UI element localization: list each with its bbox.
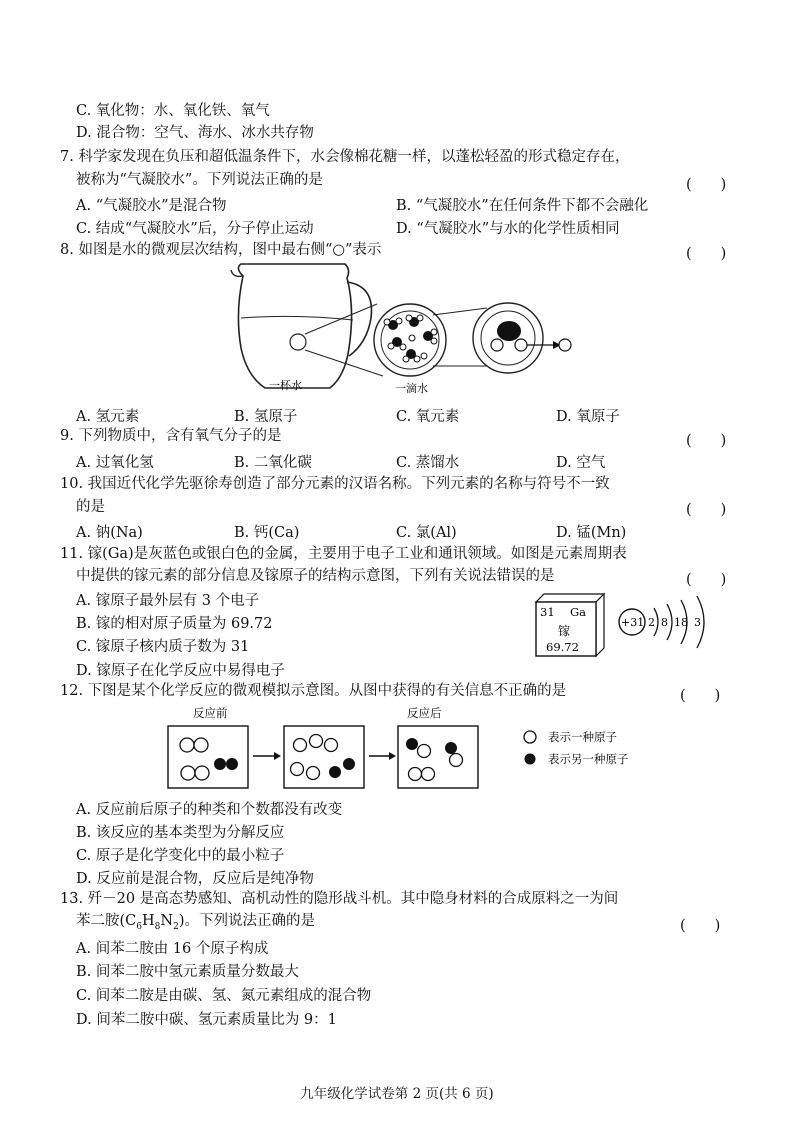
q8-option-d: D. 氧原子 (556, 409, 620, 425)
q7-option-c: C. 结成“气凝胶水”后，分子停止运动 (76, 221, 314, 237)
q13-sub-n: 2 (173, 921, 179, 932)
cell-mass: 69.72 (546, 640, 579, 654)
q8-option-a: A. 氢元素 (76, 409, 140, 425)
zoom-line-2-top (433, 308, 487, 315)
q10-stem-line2: 的是 (76, 499, 105, 515)
reaction-diagram (160, 702, 660, 794)
shell-electrons-4: 3 (694, 616, 701, 629)
pitcher-icon (231, 264, 372, 388)
q10-stem-line1: 10. 我国近代化学先驱徐寿创造了部分元素的汉语名称。下列元素的名称与符号不一致 (60, 476, 610, 492)
legend-white-atom (524, 731, 536, 743)
q13-sub-c: 6 (136, 921, 142, 932)
cell-name: 镓 (558, 624, 571, 638)
q9-option-b: B. 二氧化碳 (234, 455, 312, 471)
q11-option-a: A. 镓原子最外层有 3 个电子 (76, 593, 260, 609)
q9-option-c: C. 蒸馏水 (396, 455, 460, 471)
q12-option-c: C. 原子是化学变化中的最小粒子 (76, 848, 285, 864)
q13-option-b: B. 间苯二胺中氢元素质量分数最大 (76, 964, 299, 980)
drop-spot (290, 334, 306, 350)
q9-stem: 9. 下列物质中，含有氧气分子的是 (60, 428, 282, 444)
q13-answer-paren: ( ) (680, 918, 721, 934)
gallium-info-figure (530, 592, 740, 664)
q9-option-d: D. 空气 (556, 455, 606, 471)
q13-stem-line1: 13. 歼－20 是高态势感知、高机动性的隐形战斗机。其中隐身材料的合成原料之一为间 (60, 891, 619, 907)
q7-option-b: B. “气凝胶水”在任何条件下都不会融化 (396, 198, 649, 214)
page-footer: 九年级化学试卷第 2 页(共 6 页) (300, 1086, 494, 1102)
q10-answer-paren: ( ) (686, 502, 727, 518)
q13-formula-n: N (160, 913, 174, 929)
q13-sub-h: 8 (154, 921, 161, 932)
legend-white-label: 表示一种原子 (548, 730, 617, 744)
q9-answer-paren: ( ) (686, 433, 727, 449)
q7-answer-paren: ( ) (686, 177, 727, 193)
legend-black-atom (525, 754, 536, 765)
q12-option-d: D. 反应前是混合物，反应后是纯净物 (76, 871, 314, 887)
q13-option-c: C. 间苯二胺是由碳、氢、氮元素组成的混合物 (76, 988, 372, 1004)
q12-option-b: B. 该反应的基本类型为分解反应 (76, 825, 285, 841)
periodic-cell (536, 594, 604, 656)
q7-stem-line2: 被称为“气凝胶水”。下列说法正确的是 (76, 172, 323, 188)
water-structure-diagram (225, 258, 585, 398)
q11-option-b: B. 镓的相对原子质量为 69.72 (76, 616, 273, 632)
q7-option-a: A. “气凝胶水”是混合物 (76, 198, 227, 214)
shell-electrons-3: 18 (674, 616, 688, 629)
q11-option-d: D. 镓原子在化学反应中易得电子 (76, 663, 285, 679)
q7-stem-line1: 7. 科学家发现在负压和超低温条件下，水会像棉花糖一样，以蓬松轻盈的形式稳定存在， (60, 149, 630, 165)
q13-formula-pre: 苯二胺(C (76, 913, 137, 929)
legend-black-label: 表示另一种原子 (548, 752, 629, 766)
prev-option-d: D. 混合物：空气、海水、冰水共存物 (76, 125, 314, 141)
label-cup: 一杯水 (269, 379, 302, 392)
q13-formula-h: H (142, 913, 155, 929)
q10-option-a: A. 钠(Na) (76, 525, 143, 541)
q12-option-a: A. 反应前后原子的种类和个数都没有改变 (76, 802, 343, 818)
cell-symbol: Ga (570, 605, 587, 619)
q10-option-d: D. 锰(Mn) (556, 525, 627, 541)
q13-option-a: A. 间苯二胺由 16 个原子构成 (76, 941, 269, 957)
zoom-line-bottom (305, 350, 383, 376)
q8-stem: 8. 如图是水的微观层次结构，图中最右侧“○”表示 (60, 242, 382, 258)
q8-answer-paren: ( ) (686, 246, 727, 262)
oxygen-atom (497, 321, 521, 341)
q11-option-c: C. 镓原子核内质子数为 31 (76, 639, 250, 655)
label-before: 反应前 (193, 706, 228, 720)
nucleus-charge: +31 (621, 616, 645, 629)
q8-option-b: B. 氢原子 (234, 409, 298, 425)
q13-stem-line2 (76, 912, 315, 936)
q13-option-d: D. 间苯二胺中碳、氢元素质量比为 9：1 (76, 1012, 337, 1028)
box-before (168, 726, 248, 788)
q10-option-c: C. 氯(Al) (396, 525, 457, 541)
prev-option-c: C. 氧化物：水、氧化铁、氧气 (76, 103, 270, 119)
q8-option-c: C. 氧元素 (396, 409, 460, 425)
box-middle (284, 726, 364, 788)
label-after: 反应后 (407, 706, 442, 720)
atom-structure (619, 596, 704, 648)
q9-option-a: A. 过氧化氢 (76, 455, 154, 471)
q7-option-d: D. “气凝胶水”与水的化学性质相同 (396, 221, 620, 237)
shell-electrons-1: 2 (648, 616, 655, 629)
hydrogen-atom-left (491, 339, 503, 351)
zoom-line-top (305, 304, 377, 334)
hydrogen-atom-right (515, 339, 527, 351)
q12-stem: 12. 下图是某个化学反应的微观模拟示意图。从图中获得的有关信息不正确的是 (60, 683, 567, 699)
q11-answer-paren: ( ) (686, 572, 727, 588)
q12-answer-paren: ( ) (680, 688, 721, 704)
q11-stem-line2: 中提供的镓元素的部分信息及镓原子的结构示意图，下列有关说法错误的是 (76, 568, 555, 584)
q10-option-b: B. 钙(Ca) (234, 525, 300, 541)
q11-stem-line1: 11. 镓(Ga)是灰蓝色或银白色的金属，主要用于电子工业和通讯领域。如图是元素周期表 (60, 546, 627, 562)
final-atom-circle (559, 339, 571, 351)
cell-atomic-number: 31 (540, 605, 555, 619)
shell-electrons-2: 8 (661, 616, 668, 629)
q13-formula-post: )。下列说法正确的是 (178, 913, 315, 929)
label-drop: 一滴水 (395, 382, 428, 395)
